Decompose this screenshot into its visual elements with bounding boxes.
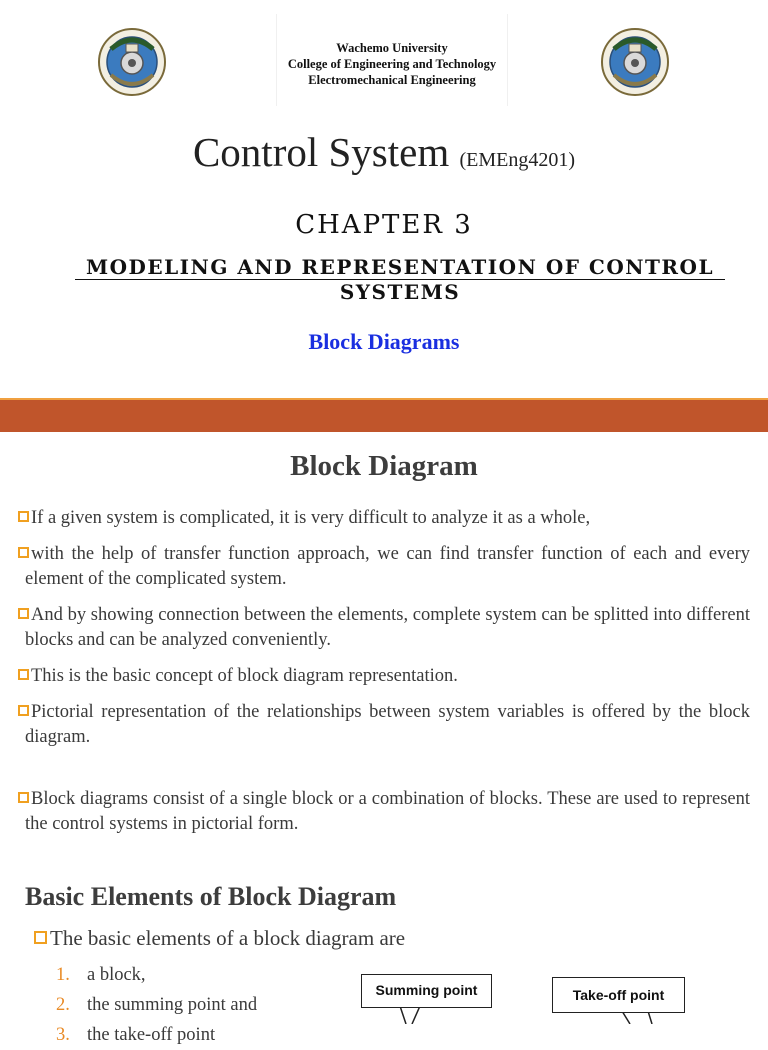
list-text: a block, [87, 965, 146, 985]
list-item [56, 960, 257, 990]
list-number: 2. [56, 995, 70, 1015]
course-title [0, 128, 768, 176]
checkbox-bullet-icon [18, 608, 29, 619]
list-number: 3. [56, 1025, 70, 1045]
list-text: the summing point and [87, 995, 258, 1015]
bullet-text: with the help of transfer function approach, we can find transfer function of each and every element of the complicated system. [25, 544, 750, 589]
section-title: Block Diagrams [308, 329, 460, 354]
bullet-item [25, 603, 750, 653]
numbered-list [56, 960, 257, 1050]
take-off-point-callout: Take-off point [552, 977, 685, 1013]
subheading: Basic Elements of Block Diagram [25, 882, 397, 911]
university-logo-left [97, 27, 167, 97]
department-name: Electromechanical Engineering [308, 73, 476, 87]
university-name: Wachemo University [336, 41, 448, 55]
bullet-text: Pictorial representation of the relationships between system variables is offered by the block diagram. [25, 702, 750, 747]
bullet-text: This is the basic concept of block diagram representation. [31, 666, 458, 686]
chapter-topic-text: MODELING AND REPRESENTATION OF CONTROL SYSTEMS [85, 255, 715, 304]
bullet-item [25, 664, 750, 689]
bullet-item [25, 787, 750, 837]
checkbox-bullet-icon [18, 669, 29, 680]
list-item [56, 990, 257, 1020]
intro-text: The basic elements of a block diagram are [50, 926, 406, 950]
checkbox-bullet-icon [18, 792, 29, 803]
university-header [276, 14, 508, 106]
bullet-item [25, 542, 750, 592]
bullet-text: Block diagrams consist of a single block or a combination of blocks. These are used to represent the control systems in pictorial form. [25, 789, 750, 834]
course-code: (EMEng4201) [459, 149, 576, 171]
bullet-item [25, 506, 750, 531]
bullet-list [25, 506, 750, 848]
checkbox-bullet-icon [34, 931, 47, 944]
chapter-heading: CHAPTER 3 [295, 210, 473, 240]
bullet-text: If a given system is complicated, it is very difficult to analyze it as a whole, [31, 508, 591, 528]
checkbox-bullet-icon [18, 547, 29, 558]
list-number: 1. [56, 965, 70, 985]
topic-underline [75, 279, 725, 280]
bullet-item [25, 700, 750, 750]
summing-point-callout: Summing point [361, 974, 492, 1008]
divider-band [0, 400, 768, 432]
summing-callout-pointer [380, 1006, 440, 1024]
checkbox-bullet-icon [18, 705, 29, 716]
college-name: College of Engineering and Technology [287, 57, 497, 71]
list-text: the take-off point [87, 1025, 216, 1045]
chapter-topic [75, 255, 725, 305]
bullet-text: And by showing connection between the elements, complete system can be splitted into different blocks and can be analyzed conveniently. [25, 605, 750, 650]
slide-title: Block Diagram [290, 450, 478, 482]
list-item [56, 1020, 257, 1050]
course-name: Control System [192, 129, 450, 175]
checkbox-bullet-icon [18, 511, 29, 522]
university-logo-right [600, 27, 670, 97]
intro-line [34, 926, 405, 951]
